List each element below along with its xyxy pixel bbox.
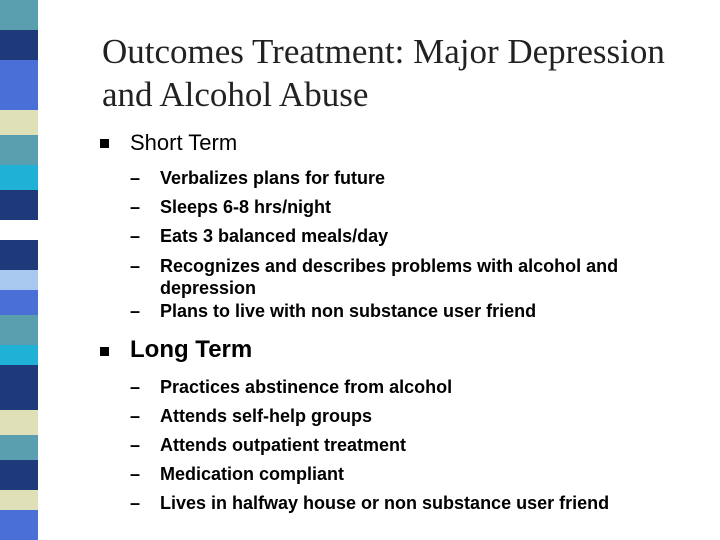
list-item: – Verbalizes plans for future	[130, 168, 386, 188]
section-heading: Short Term	[130, 130, 238, 155]
list-item: – Recognizes and describes problems with alcohol and depression	[130, 256, 619, 298]
list-item: – Eats 3 balanced meals/day	[130, 226, 389, 246]
list-item: – Sleeps 6-8 hrs/night	[130, 197, 332, 217]
list-item: – Medication compliant	[130, 464, 345, 484]
square-bullet-icon	[100, 139, 109, 148]
decorative-stripe	[0, 0, 38, 540]
list-item: – Attends outpatient treatment	[130, 435, 407, 455]
long-term-list	[130, 373, 690, 518]
list-item: – Attends self-help groups	[130, 406, 373, 426]
list-item: – Lives in halfway house or non substance user friend	[130, 493, 610, 513]
short-term-list	[130, 164, 690, 326]
square-bullet-icon	[100, 347, 109, 356]
section-heading: Long Term	[130, 336, 253, 363]
list-item: – Practices abstinence from alcohol	[130, 377, 453, 397]
list-item: – Plans to live with non substance user friend	[130, 301, 537, 321]
page-title: Outcomes Treatment: Major Depression and Alcohol Abuse	[102, 32, 665, 114]
